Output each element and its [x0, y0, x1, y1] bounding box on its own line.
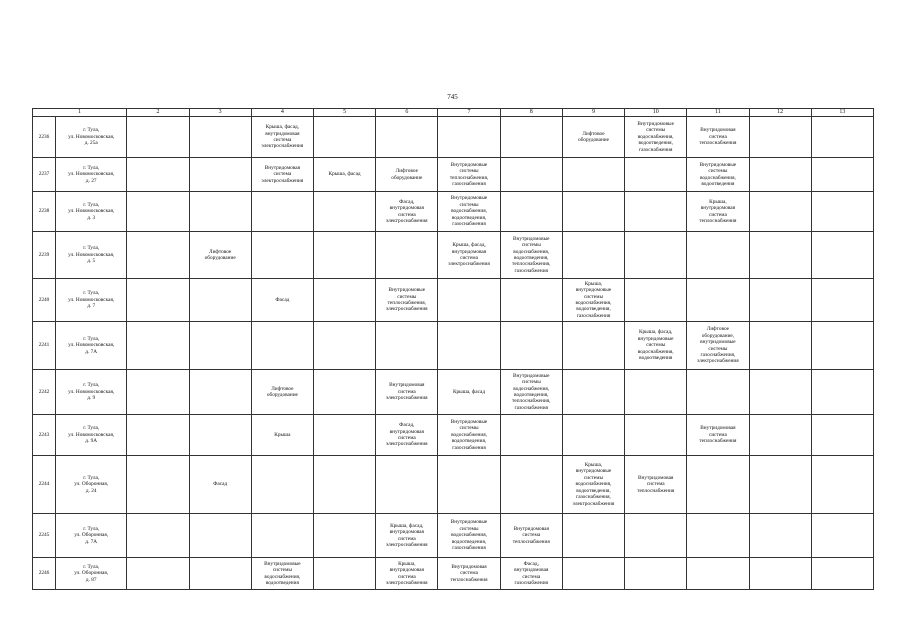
work-cell	[500, 415, 562, 456]
work-cell: Внутридомовые системы водоснабжения, водоотведения, газоснабжения	[625, 117, 687, 158]
work-cell	[189, 322, 251, 370]
work-cell	[313, 322, 375, 370]
work-cell: Внутридомовые системы водоснабжения, водоотведения	[251, 558, 313, 590]
work-cell	[127, 558, 189, 590]
work-cell	[749, 117, 811, 158]
address-cell: г. Тула, ул. Новомосковская, д. 25а	[56, 117, 127, 158]
address-cell: г. Тула, ул. Новомосковская, д. 27	[56, 158, 127, 192]
work-cell	[687, 456, 749, 514]
work-cell	[625, 279, 687, 322]
work-cell	[127, 117, 189, 158]
table-row	[33, 558, 874, 590]
work-cell: Внутридомовая система электроснабжения	[251, 158, 313, 192]
work-cell	[749, 192, 811, 232]
work-cell: Внутридомовая система теплоснабжения	[687, 415, 749, 456]
work-cell	[500, 158, 562, 192]
work-cell	[438, 279, 500, 322]
work-cell: Крыша, фасад, внутридомовая система электроснабжения	[438, 232, 500, 279]
table-row	[33, 117, 874, 158]
column-header: 8	[500, 109, 562, 117]
table-row	[33, 158, 874, 192]
table-body	[33, 117, 874, 590]
address-cell: г. Тула, ул. Оборонная, д. 24	[56, 456, 127, 514]
work-cell: Крыша, фасад	[313, 158, 375, 192]
work-cell	[127, 370, 189, 415]
table-row	[33, 279, 874, 322]
column-header: 12	[749, 109, 811, 117]
work-cell: Внутридомовые системы водоснабжения, водоотведения	[687, 158, 749, 192]
column-header: 7	[438, 109, 500, 117]
work-cell: Лифтовое оборудование	[251, 370, 313, 415]
work-cell	[500, 456, 562, 514]
work-cell	[562, 415, 624, 456]
work-cell	[189, 158, 251, 192]
row-number-cell: 2244	[33, 456, 56, 514]
table-row	[33, 514, 874, 558]
table-row	[33, 322, 874, 370]
work-cell: Внутридомовая система теплоснабжения	[625, 456, 687, 514]
address-cell: г. Тула, ул. Новомосковская, д. 7	[56, 279, 127, 322]
work-cell	[749, 415, 811, 456]
work-cell: Крыша, фасад, внутридомовая система электроснабжения	[251, 117, 313, 158]
register-table	[32, 108, 874, 590]
work-cell	[500, 192, 562, 232]
work-cell: Крыша, фасад, внутридомовая система электроснабжения	[376, 514, 438, 558]
work-cell	[687, 232, 749, 279]
work-cell: Фасад	[251, 279, 313, 322]
work-cell	[189, 370, 251, 415]
work-cell: Крыша, фасад, внутридомовые системы водоснабжения, водоотведения	[625, 322, 687, 370]
work-cell	[251, 232, 313, 279]
work-cell	[811, 158, 873, 192]
work-cell	[251, 322, 313, 370]
work-cell	[438, 117, 500, 158]
work-cell	[811, 456, 873, 514]
work-cell: Лифтовое оборудование, внутридомовые системы газоснабжения, электроснабжения	[687, 322, 749, 370]
work-cell	[562, 158, 624, 192]
work-cell	[625, 192, 687, 232]
work-cell	[811, 192, 873, 232]
work-cell	[811, 415, 873, 456]
work-cell	[376, 117, 438, 158]
work-cell	[127, 232, 189, 279]
work-cell	[749, 370, 811, 415]
work-cell	[313, 415, 375, 456]
work-cell	[625, 370, 687, 415]
work-cell	[127, 514, 189, 558]
column-header: 11	[687, 109, 749, 117]
work-cell	[127, 192, 189, 232]
work-cell: Фасад, внутридомовая система электроснабжения	[376, 192, 438, 232]
work-cell: Внутридомовые системы водоснабжения, водоотведения, газоснабжения	[438, 415, 500, 456]
work-cell: Фасад, внутридомовая система газоснабжения	[500, 558, 562, 590]
work-cell: Крыша, внутридомовые системы водоснабжения, водоотведения, газоснабжения, электроснабжения	[562, 456, 624, 514]
work-cell: Внутридомовые системы водоснабжения, водоотведения, теплоснабжения, газоснабжения	[500, 232, 562, 279]
row-number-cell: 2245	[33, 514, 56, 558]
work-cell	[127, 322, 189, 370]
table-row	[33, 415, 874, 456]
work-cell	[189, 514, 251, 558]
work-cell	[749, 514, 811, 558]
row-number-cell: 2240	[33, 279, 56, 322]
work-cell	[313, 232, 375, 279]
column-header: 3	[189, 109, 251, 117]
column-header: 6	[376, 109, 438, 117]
work-cell	[500, 322, 562, 370]
work-cell	[811, 117, 873, 158]
work-cell: Внутридомовые системы водоснабжения, водоотведения, газоснабжения	[438, 192, 500, 232]
work-cell	[438, 322, 500, 370]
address-cell: г. Тула, ул. Новомосковская, д. 3	[56, 192, 127, 232]
row-number-cell: 2243	[33, 415, 56, 456]
work-cell	[189, 279, 251, 322]
work-cell	[251, 456, 313, 514]
work-cell	[562, 558, 624, 590]
work-cell	[625, 232, 687, 279]
work-cell: Внутридомовая система теплоснабжения	[438, 558, 500, 590]
work-cell: Внутридомовая система теплоснабжения	[687, 117, 749, 158]
table-row	[33, 370, 874, 415]
work-cell: Внутридомовая система электроснабжения	[376, 370, 438, 415]
work-cell	[376, 456, 438, 514]
column-header: 1	[33, 109, 127, 117]
work-cell	[313, 192, 375, 232]
work-cell	[127, 456, 189, 514]
table-row	[33, 456, 874, 514]
work-cell	[749, 558, 811, 590]
work-cell	[625, 558, 687, 590]
column-header: 9	[562, 109, 624, 117]
work-cell	[749, 158, 811, 192]
work-cell	[562, 514, 624, 558]
work-cell	[749, 279, 811, 322]
work-cell	[625, 514, 687, 558]
work-cell: Фасад	[189, 456, 251, 514]
work-cell	[811, 232, 873, 279]
work-cell	[811, 558, 873, 590]
work-cell: Крыша, внутридомовые системы водоснабжения, водоотведения, газоснабжения	[562, 279, 624, 322]
row-number-cell: 2242	[33, 370, 56, 415]
work-cell	[687, 279, 749, 322]
address-cell: г. Тула, ул. Новомосковская, д. 5	[56, 232, 127, 279]
work-cell: Внутридомовые системы теплоснабжения, газоснабжения	[438, 158, 500, 192]
column-header: 10	[625, 109, 687, 117]
work-cell	[438, 456, 500, 514]
work-cell	[189, 117, 251, 158]
work-cell	[189, 415, 251, 456]
row-number-cell: 2236	[33, 117, 56, 158]
work-cell: Лифтовое оборудование	[376, 158, 438, 192]
work-cell	[687, 558, 749, 590]
work-cell	[687, 370, 749, 415]
address-cell: г. Тула, ул. Новомосковская, д. 9	[56, 370, 127, 415]
work-cell	[251, 514, 313, 558]
work-cell	[313, 558, 375, 590]
address-cell: г. Тула, ул. Новомосковская, д. 7А	[56, 322, 127, 370]
column-number-row	[33, 109, 874, 117]
table-row	[33, 232, 874, 279]
column-header: 4	[251, 109, 313, 117]
work-cell	[562, 192, 624, 232]
work-cell	[127, 415, 189, 456]
work-cell	[376, 322, 438, 370]
address-cell: г. Тула, ул. Оборонная, д. 87	[56, 558, 127, 590]
work-cell: Крыша	[251, 415, 313, 456]
page-number: 745	[447, 93, 458, 101]
work-cell	[811, 279, 873, 322]
work-cell	[500, 117, 562, 158]
work-cell	[189, 558, 251, 590]
work-cell	[376, 232, 438, 279]
work-cell: Крыша, фасад	[438, 370, 500, 415]
work-cell	[313, 514, 375, 558]
row-number-cell: 2237	[33, 158, 56, 192]
work-cell	[625, 158, 687, 192]
work-cell	[562, 370, 624, 415]
row-number-cell: 2241	[33, 322, 56, 370]
work-cell: Внутридомовые системы теплоснабжения, электроснабжения	[376, 279, 438, 322]
address-cell: г. Тула, ул. Оборонная, д. 7А	[56, 514, 127, 558]
column-header: 2	[127, 109, 189, 117]
work-cell	[313, 370, 375, 415]
work-cell	[189, 192, 251, 232]
column-header: 13	[811, 109, 873, 117]
work-cell: Внутридомовые системы водоснабжения, водоотведения, газоснабжения	[438, 514, 500, 558]
work-cell	[625, 415, 687, 456]
work-cell	[127, 158, 189, 192]
work-cell	[127, 279, 189, 322]
work-cell: Внутридомовая система теплоснабжения	[500, 514, 562, 558]
work-cell: Лифтовое оборудование	[562, 117, 624, 158]
work-cell: Лифтовое оборудование	[189, 232, 251, 279]
row-number-cell: 2238	[33, 192, 56, 232]
work-cell	[811, 514, 873, 558]
work-cell	[313, 456, 375, 514]
row-number-cell: 2246	[33, 558, 56, 590]
work-cell	[811, 370, 873, 415]
work-cell	[562, 232, 624, 279]
work-cell	[313, 117, 375, 158]
work-cell	[811, 322, 873, 370]
work-cell	[749, 232, 811, 279]
work-cell: Внутридомовые системы водоснабжения, водоотведения, теплоснабжения, газоснабжения	[500, 370, 562, 415]
work-cell	[749, 456, 811, 514]
work-cell	[687, 514, 749, 558]
address-cell: г. Тула, ул. Новомосковская, д. 9А	[56, 415, 127, 456]
work-cell	[500, 279, 562, 322]
work-cell	[313, 279, 375, 322]
work-cell	[251, 192, 313, 232]
work-cell: Фасад, внутридомовая система электроснабжения	[376, 415, 438, 456]
column-header: 5	[313, 109, 375, 117]
work-cell: Крыша, внутридомовая система теплоснабжения	[687, 192, 749, 232]
work-cell	[749, 322, 811, 370]
table-row	[33, 192, 874, 232]
work-cell: Крыша, внутридомовая система электроснабжения	[376, 558, 438, 590]
work-cell	[562, 322, 624, 370]
row-number-cell: 2239	[33, 232, 56, 279]
